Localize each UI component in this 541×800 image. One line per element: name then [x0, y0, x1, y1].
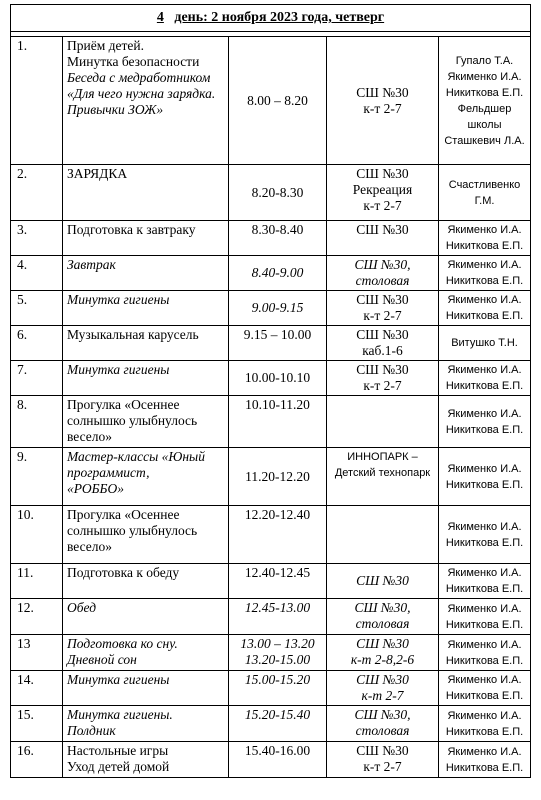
activity-cell: Подготовка к обеду — [63, 564, 229, 599]
time-cell: 11.20-12.20 — [229, 448, 327, 506]
place-cell: СШ №30 — [327, 221, 439, 256]
activity-cell: Приём детей. Минутка безопасности Беседа с медработником «Для чего нужна зарядка. Привычки ЗОЖ» — [63, 37, 229, 165]
responsible-cell: Якименко И.А. Никиткова Е.П. — [439, 291, 531, 326]
responsible-cell: Счастливенко Г.М. — [439, 165, 531, 221]
activity-cell: Минутка гигиены — [63, 361, 229, 396]
activity-cell: Обед — [63, 599, 229, 635]
responsible-cell: Якименко И.А. Никиткова Е.П. — [439, 564, 531, 599]
responsible-cell: Якименко И.А. Никиткова Е.П. — [439, 361, 531, 396]
row-number: 1. — [11, 37, 63, 165]
row-number: 16. — [11, 742, 63, 778]
activity-cell: Минутка гигиены — [63, 671, 229, 706]
time-cell: 15.20-15.40 — [229, 706, 327, 742]
time-cell: 12.20-12.40 — [229, 506, 327, 564]
table-row — [11, 742, 531, 778]
place-cell: СШ №30 к-т 2-7 — [327, 361, 439, 396]
time-cell: 8.40-9.00 — [229, 256, 327, 291]
table-row — [11, 165, 531, 221]
time-cell: 10.00-10.10 — [229, 361, 327, 396]
responsible-cell: Якименко И.А. Никиткова Е.П. — [439, 448, 531, 506]
activity-cell: Завтрак — [63, 256, 229, 291]
row-number: 10. — [11, 506, 63, 564]
place-cell — [327, 506, 439, 564]
time-cell: 15.40-16.00 — [229, 742, 327, 778]
place-cell: СШ №30, столовая — [327, 599, 439, 635]
row-number: 6. — [11, 326, 63, 361]
activity-cell: Минутка гигиены — [63, 291, 229, 326]
schedule-table — [10, 4, 531, 778]
table-row — [11, 706, 531, 742]
responsible-cell: Витушко Т.Н. — [439, 326, 531, 361]
time-cell: 12.45-13.00 — [229, 599, 327, 635]
time-cell: 10.10-11.20 — [229, 396, 327, 448]
responsible-cell: Якименко И.А. Никиткова Е.П. — [439, 635, 531, 671]
activity-cell: Прогулка «Осеннее солнышко улыбнулось весело» — [63, 506, 229, 564]
responsible-cell: Якименко И.А. Никиткова Е.П. — [439, 396, 531, 448]
row-number: 11. — [11, 564, 63, 599]
table-row — [11, 671, 531, 706]
table-row — [11, 256, 531, 291]
time-cell: 15.00-15.20 — [229, 671, 327, 706]
place-cell: СШ №30 к-т 2-7 — [327, 671, 439, 706]
row-number: 15. — [11, 706, 63, 742]
row-number: 2. — [11, 165, 63, 221]
responsible-cell: Якименко И.А. Никиткова Е.П. — [439, 506, 531, 564]
row-number: 3. — [11, 221, 63, 256]
table-row — [11, 448, 531, 506]
place-cell — [327, 396, 439, 448]
row-number: 12. — [11, 599, 63, 635]
responsible-cell: Якименко И.А. Никиткова Е.П. — [439, 221, 531, 256]
day-number: 4 — [156, 10, 164, 25]
place-cell: СШ №30 к-т 2-8,2-6 — [327, 635, 439, 671]
row-number: 7. — [11, 361, 63, 396]
responsible-cell: Якименко И.А. Никиткова Е.П. — [439, 706, 531, 742]
row-number: 5. — [11, 291, 63, 326]
place-cell: СШ №30 Рекреация к-т 2-7 — [327, 165, 439, 221]
table-row — [11, 326, 531, 361]
responsible-cell: Якименко И.А. Никиткова Е.П. — [439, 742, 531, 778]
responsible-cell: Гупало Т.А. Якименко И.А. Никиткова Е.П. Фельдшер школы Сташкевич Л.А. — [439, 37, 531, 165]
responsible-cell: Якименко И.А. Никиткова Е.П. — [439, 671, 531, 706]
activity-cell: Мастер-классы «Юный программист, «РОББО» — [63, 448, 229, 506]
responsible-cell: Якименко И.А. Никиткова Е.П. — [439, 256, 531, 291]
day-header — [11, 5, 531, 32]
place-cell: СШ №30 каб.1-6 — [327, 326, 439, 361]
row-number: 9. — [11, 448, 63, 506]
activity-cell: Настольные игры Уход детей домой — [63, 742, 229, 778]
table-row — [11, 37, 531, 165]
place-cell: ИННОПАРК – Детский технопарк — [327, 448, 439, 506]
place-cell: СШ №30 к-т 2-7 — [327, 291, 439, 326]
time-cell: 8.00 – 8.20 — [229, 37, 327, 165]
time-cell: 9.00-9.15 — [229, 291, 327, 326]
activity-cell: Минутка гигиены. Полдник — [63, 706, 229, 742]
time-cell: 8.20-8.30 — [229, 165, 327, 221]
table-row — [11, 564, 531, 599]
row-number: 14. — [11, 671, 63, 706]
table-row — [11, 506, 531, 564]
row-number: 4. — [11, 256, 63, 291]
table-row — [11, 291, 531, 326]
place-cell: СШ №30 к-т 2-7 — [327, 37, 439, 165]
time-cell: 9.15 – 10.00 — [229, 326, 327, 361]
place-cell: СШ №30, столовая — [327, 706, 439, 742]
table-row — [11, 599, 531, 635]
day-title: день: 2 ноября 2023 года, четверг — [174, 10, 385, 25]
time-cell: 12.40-12.45 — [229, 564, 327, 599]
table-row — [11, 635, 531, 671]
table-row — [11, 361, 531, 396]
time-cell: 13.00 – 13.20 13.20-15.00 — [229, 635, 327, 671]
row-number: 8. — [11, 396, 63, 448]
place-cell: СШ №30 — [327, 564, 439, 599]
responsible-cell: Якименко И.А. Никиткова Е.П. — [439, 599, 531, 635]
activity-cell: Подготовка к завтраку — [63, 221, 229, 256]
time-cell: 8.30-8.40 — [229, 221, 327, 256]
table-row — [11, 396, 531, 448]
table-row — [11, 221, 531, 256]
place-cell: СШ №30, столовая — [327, 256, 439, 291]
activity-cell: Прогулка «Осеннее солнышко улыбнулось весело» — [63, 396, 229, 448]
activity-cell: Музыкальная карусель — [63, 326, 229, 361]
activity-cell: ЗАРЯДКА — [63, 165, 229, 221]
day-header-row — [11, 5, 531, 32]
place-cell: СШ №30 к-т 2-7 — [327, 742, 439, 778]
row-number: 13 — [11, 635, 63, 671]
activity-cell: Подготовка ко сну. Дневной сон — [63, 635, 229, 671]
